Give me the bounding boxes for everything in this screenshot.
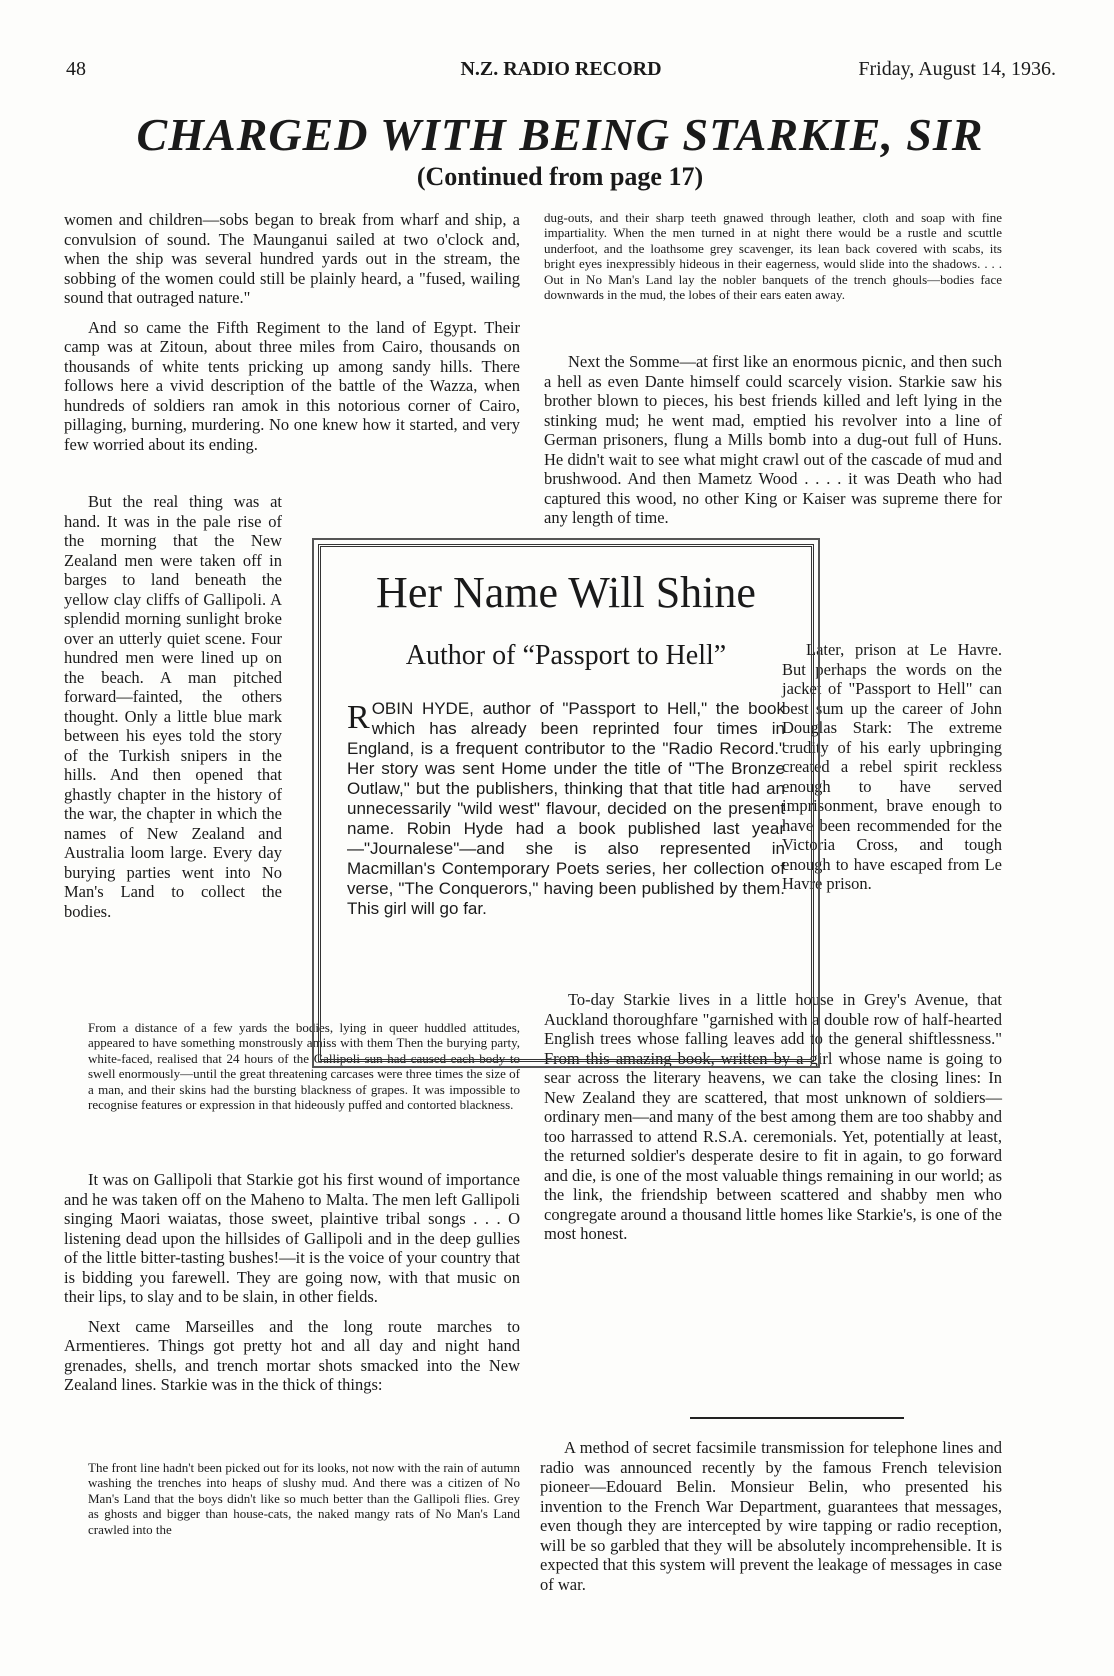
left-column-bottom [64, 1170, 520, 1395]
page-number: 48 [66, 58, 86, 80]
left-quote-2 [88, 1460, 520, 1537]
paragraph: Next the Somme—at first like an enormous picnic, and then such a hell as even Dante himself could scarcely vision. Starkie saw his brother blown to pieces, his best friends killed and left lying in the stinking mud; he went mad, emptied his revolver into a line of German prisoners, flung a Mills bomb into a dug-out full of Huns. He didn't wait to see what might crawl out of the cascade of mud and brushwood. And then Mametz Wood . . . . it was Death who had captured this wood, no other King or Kaiser was supreme there for any length of time. [544, 352, 1002, 527]
article-title: CHARGED WITH BEING STARKIE, SIR [136, 109, 984, 160]
right-column-narrow [782, 640, 1002, 894]
paragraph: It was on Gallipoli that Starkie got his first wound of importance and he was taken off on the Maheno to Malta. The men left Gallipoli singing Maori waiatas, those sweet, plaintive tribal songs . . . O listening dead upon the hillsides of Gallipoli and in the deep gullies of the little bitter-tasting bushes!—it is the voice of your country that is bidding you farewell. They are going now, with that music on their lips, to slay and to be slain, in other fields. [64, 1170, 520, 1306]
paragraph: Later, prison at Le Havre. But perhaps the words on the jacket of "Passport to Hell" can best sum up the career of John Douglas Stark: The extreme crudity of his early upbringing created a rebel spirit reckless enough to have served imprisonment, brave enough to have been recommended for the Victoria Cross, and tough enough to have escaped from Le Havre prison. [782, 640, 1002, 893]
article-subtitle: (Continued from page 17) [416, 162, 704, 191]
left-column-narrow [64, 492, 282, 921]
paragraph: But the real thing was at hand. It was in the pale rise of the morning that the New Zealand men were taken off in barges to land beneath the yellow clay cliffs of Gallipoli. A splendid morning sunlight broke over an utterly quiet scene. Four hundred men were lined up on the beach. A man pitched forward—fainted, the others thought. Only a little blue mark between his eyes told the story of the Turkish snipers in the hills. And then opened that ghastly chapter in the history of the war, the chapter in which the names of New Zealand and Australia loom large. Every day burying parties went into No Man's Land to collect the bodies. [64, 492, 282, 921]
page-header [66, 58, 1056, 88]
right-column-top [544, 352, 1002, 528]
paragraph: And so came the Fifth Regiment to the land of Egypt. Their camp was at Zitoun, about three miles from Cairo, thousands on thousands of white tents pricking up among sandy hills. There follows here a vivid description of the battle of the Wazza, when hundreds of soldiers ran amok in this notorious corner of Cairo, pillaging, burning, murdering. No one knew how it started, and very few worried about its ending. [64, 317, 520, 454]
section-divider [690, 1417, 904, 1419]
box-subtitle: Author of “Passport to Hell” [405, 640, 727, 671]
quoted-passage: The front line hadn't been picked out for its looks, not now with the rain of autumn washing the trenches into heaps of slushy mud. And there was a citizen of No Man's Land that the boys didn't like so much better than the Gallipoli flies. Grey as ghosts and bigger than house-cats, the naked mangy rats of No Man's Land crawled into the [88, 1460, 520, 1537]
paragraph: Next came Marseilles and the long route marches to Armentieres. Things got pretty hot and all day and night hand grenades, shells, and trench mortar shots smacked into the New Zealand lines. Starkie was in the thick of things: [64, 1316, 520, 1394]
quoted-passage: dug-outs, and their sharp teeth gnawed through leather, cloth and soap with fine impartiality. When the men turned in at night there would be a rustle and scuttle underfoot, and the loathsome grey scavenger, its lean back covered with scabs, its bright eyes inexpressibly hideous in their eagerness, would slide into the shadows. . . . Out in No Man's Land lay the nobler banquets of the trench ghouls—bodies face downwards in the mud, the lobes of their ears eaten away. [544, 210, 1002, 303]
news-item [540, 1438, 1002, 1594]
left-column-top [64, 210, 520, 454]
feature-box [318, 544, 814, 1062]
box-body: OBIN HYDE, author of "Passport to Hell," the book which has already been reprinted four times in England, is a frequent contributor to the "Radio Record." Her story was sent Home under the title of "The Bronze Outlaw," but the publishers, thinking that that title had an unnecessarily "wild west" flavour, decided on the present name. Robin Hyde had a book published last year —"Journalese"—and she is also represented in Macmillan's Contemporary Poets series, her collection of verse, "The Conquerors," having been published by them. This girl will go far. [347, 699, 785, 918]
box-title: Her Name Will Shine [376, 568, 756, 617]
paragraph: To-day Starkie lives in a little house in Grey's Avenue, that Auckland thoroughfare "garnished with a double row of half-hearted English trees whose falling leaves add to the general shiftlessness." From this amazing book, written by a girl whose name is going to sear across the literary heavens, we can take the closing lines: In New Zealand they are scattered, that most unknown of soldiers—ordinary men—and many of the best among them are too shabby and too harrassed to attend R.S.A. ceremonials. Yet, potentially at least, the returned soldier's desperate desire to fit in again, to go forward and die, is one of the most valuable things remaining in our world; as the link, the friendship between scattered and shabby men who congregate around a thousand little homes like Starkie's, is one of the most honest. [544, 990, 1002, 1243]
quoted-passage: From a distance of a few yards the bodies, lying in queer huddled attitudes, appeared to have something monstrously amiss with them Then the burying party, white-faced, realised that 24 hours of the Gallipoli sun had caused each body to swell enormously—until the great threatening carcases were three times the size of a man, and their skins had the bursting blackness of grapes. It was impossible to recognise features or expression in that hideously puffed and contorted blackness. [88, 1020, 520, 1113]
publication-name: N.Z. RADIO RECORD [460, 58, 662, 80]
issue-date: Friday, August 14, 1936. [858, 58, 1056, 80]
box-text [347, 699, 785, 919]
right-quote [544, 210, 1002, 302]
drop-cap: R [347, 699, 370, 736]
paragraph: A method of secret facsimile transmission for telephone lines and radio was announced recently by the famous French television pioneer—Edouard Belin. Monsieur Belin, who presented his invention to the French War Department, guarantees that messages, even though they are intercepted by wire tapping or radio reception, will be so garbled that they will be absolutely incomprehensible. It is expected that this system will prevent the leakage of messages in case of war. [540, 1438, 1002, 1594]
paragraph: women and children—sobs began to break from wharf and ship, a convulsion of sound. The Maunganui sailed at two o'clock and, when the ship was several hundred yards out in the stream, the sobbing of the women could still be plainly heard, a "fused, wailing sound that outraged nature." [64, 210, 520, 307]
